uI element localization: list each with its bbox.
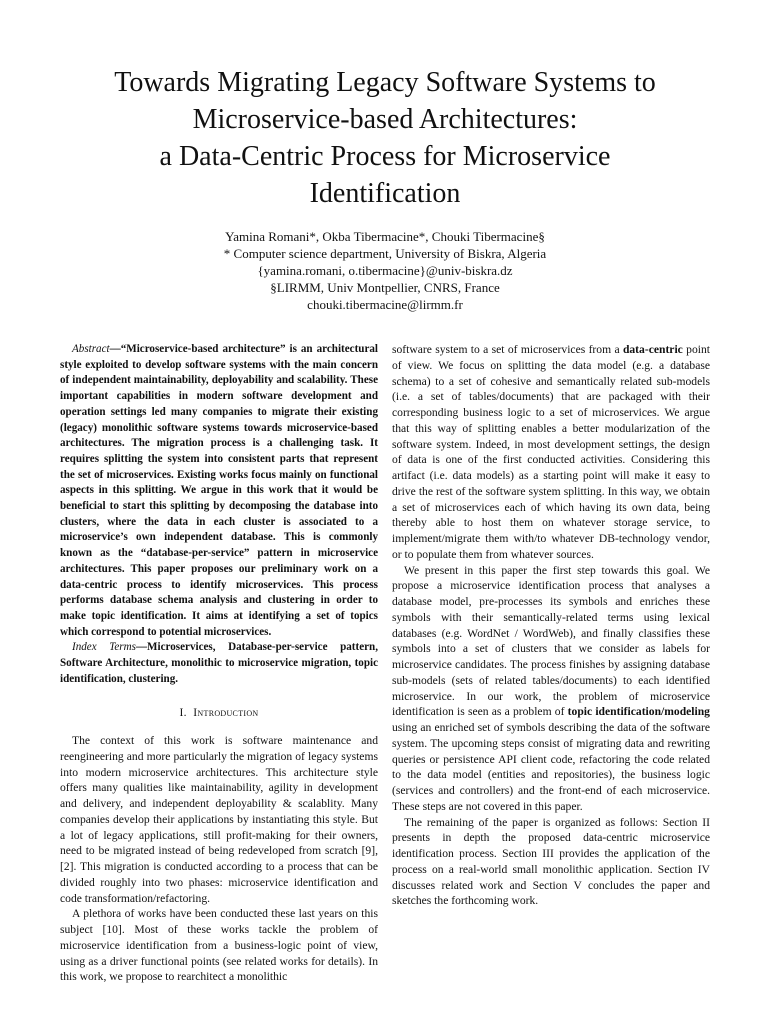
author-block [40, 228, 730, 313]
paragraph [392, 342, 710, 563]
paragraph [392, 563, 710, 815]
title-line: Microservice-based Architectures: [192, 104, 578, 135]
text-run: point of view. We focus on splitting the data model (e.g. a database schema) to a set of cohesive and semantically related sub-models (i.e. a set of tables/documents) that are packaged with their corresponding business logic to a set of microservices. We argue that this way of splitting enables a better modularization of the software system. Indeed, in most development settings, the design of data is one of the first conducted activities. Considering this artifact (i.e. data models) as a starting point will make it easy to drive the rest of the software system splitting. In this way, we obtain a set of microservices each of which having its own data, being thereby able to host them on whatever storage service, to implement/migrate them with/to whatever DB-technology vendor, or to populate them from whatever sources. [392, 343, 710, 561]
emphasis: data-centric [622, 343, 683, 356]
index-terms [60, 640, 378, 687]
right-column [392, 342, 710, 909]
left-column [60, 342, 378, 985]
affiliation-2: §LIRMM, Univ Montpellier, CNRS, France [270, 280, 500, 295]
index-terms-label: Index Terms [72, 641, 136, 654]
affiliation-1: * Computer science department, University of Biskra, Algeria [223, 246, 547, 261]
section-heading [60, 705, 378, 721]
paragraph: A plethora of works have been conducted these last years on this subject [10]. Most of these works tackle the problem of microservice identification from a business-logic point of view, using as a driver functional points (see related works for details). In this work, we propose to rearchitect a monolithic [60, 907, 378, 984]
text-run: using an enriched set of symbols describing the data of the software system. The upcoming steps consist of migrating data and rewriting queries or persistence API client code, refactoring the code related to the data model (entities and repositories), the business logic (services and controllers) and the front-end of each microservice. These steps are not covered in this paper. [392, 721, 710, 813]
section-title: Introduction [193, 706, 259, 720]
title-line: Identification [309, 178, 461, 209]
author-names: Yamina Romani*, Okba Tibermacine*, Chouki Tibermacine§ [225, 229, 545, 244]
abstract [60, 342, 378, 640]
email-2: chouki.tibermacine@lirmm.fr [307, 297, 463, 312]
title-line: Towards Migrating Legacy Software Systems to [114, 67, 656, 98]
section-number: I. [179, 706, 187, 720]
paragraph: The context of this work is software maintenance and reengineering and more particularly the migration of legacy systems into modern microservice architectures. This architecture style offers many qualities like maintainability, agility in development and delivery, and independent deployability & scalablity. Many companies develop their applications by instantiating this style. But a lot of legacy applications, still profit-making for their owners, need to be migrated instead of being redeveloped from scratch [9], [2]. This migration is conducted according to a process that can be divided roughly into two phases: microservice identification and code transformation/refactoring. [60, 734, 378, 905]
abstract-text: —“Microservice-based architecture” is an architectural style exploited to develop software systems with the main concern of independent maintainability, deployability and scalability. These important capabilities in modern software development and operation settings led many companies to migrate their existing (legacy) monolithic software systems towards microservice-based architectures. The migration process is a challenging task. It requires splitting the system into consistent parts that represent the set of microservices. Existing works focus mainly on functional aspects in this splitting. We argue in this work that it would be beneficial to start this splitting by decomposing the database into clusters, where the data in each cluster is associated to a microservice’s own independent database. This is commonly known as the “database-per-service” pattern in microservice architectures. This paper proposes our preliminary work on a data-centric process to identify microservices. This process performs database schema analysis and clustering in order to make topic identification. It aims at identifying a set of topics which correspond to potential microservices. [60, 343, 378, 638]
paragraph: The remaining of the paper is organized as follows: Section II presents in depth the proposed data-centric microservice identification process. Section III provides the application of the process on a real-world small monolithic application. Section IV discusses related work and Section V concludes the paper and sketches the forthcoming work. [392, 815, 710, 908]
title-line: a Data-Centric Process for Microservice [159, 141, 611, 172]
text-run: software system to a set of microservices from a [392, 343, 623, 356]
abstract-label: Abstract [72, 343, 110, 355]
index-terms-text: —Microservices, Database-per-service pattern, Software Architecture, monolithic to microservice migration, topic identification, clustering. [60, 641, 378, 685]
paper-title [40, 64, 730, 212]
email-1: {yamina.romani, o.tibermacine}@univ-biskra.dz [257, 263, 513, 278]
emphasis: topic identification/modeling [567, 705, 710, 719]
text-run: We present in this paper the first step towards this goal. We propose a microservice identification process that analyses a database model, pre-processes its symbols and enriches these symbols with their semantically-related terms using lexical databases (e.g. WordNet / WordWeb), and finally classifies these symbols into a set of clusters that we consider as labels for microservice candidates. The process finishes by assigning database sub-models (sets of related tables/documents) to each identified microservice. In our work, the problem of microservice identification is seen as a problem of [392, 563, 710, 719]
